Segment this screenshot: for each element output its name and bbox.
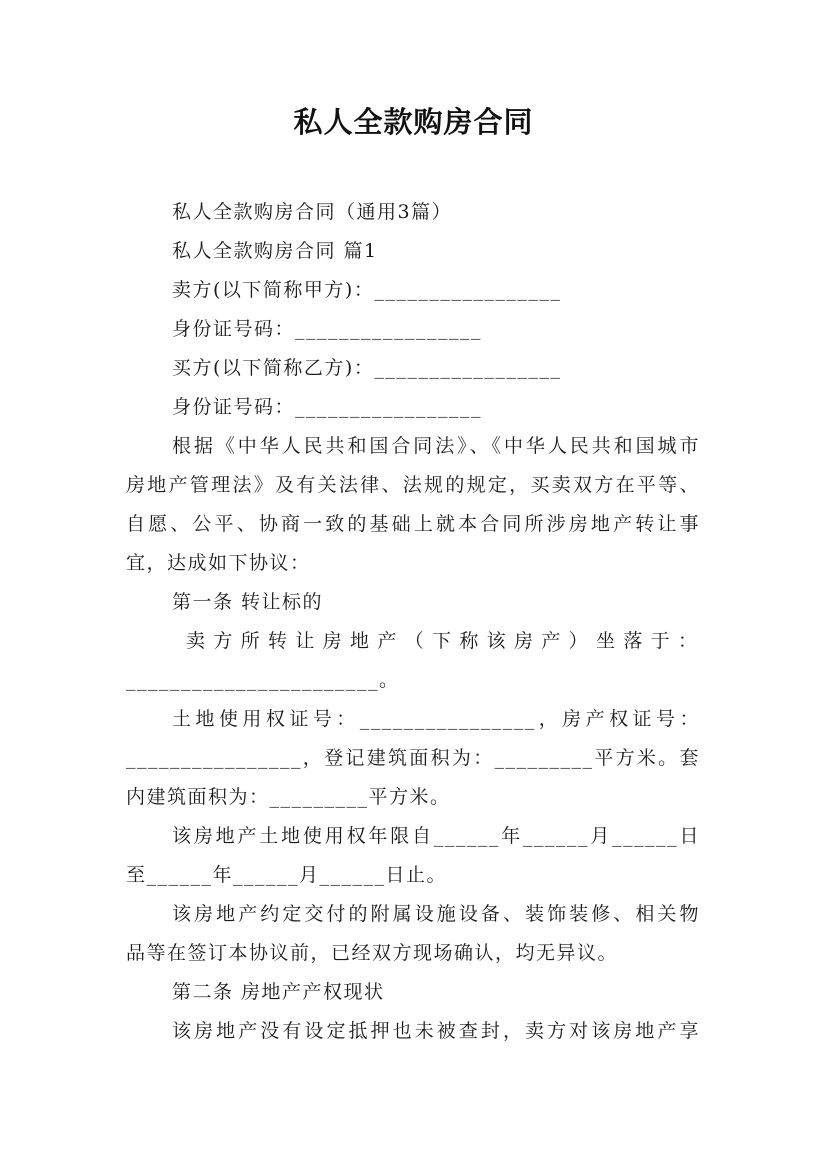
paragraph-line: 品等在签订本协议前，已经双方现场确认，均无异议。 [126, 942, 619, 964]
buyer-id-field: 身份证号码：_________________ [172, 396, 483, 418]
section-heading: 私人全款购房合同 篇1 [172, 240, 378, 262]
article-heading: 第一条 转让标的 [172, 591, 324, 613]
paragraph-line: 根据《中华人民共和国合同法》、《中华人民共和国城市 [172, 435, 700, 457]
paragraph-line: ________________，登记建筑面积为：_________平方米。套 [126, 747, 700, 769]
paragraph-line: 内建筑面积为：_________平方米。 [126, 786, 451, 808]
buyer-field: 买方(以下简称乙方)：_________________ [172, 357, 562, 379]
paragraph-line: 自愿、公平、协商一致的基础上就本合同所涉房地产转让事 [126, 513, 700, 535]
paragraph-line: 房地产管理法》及有关法律、法规的规定，买卖双方在平等、 [126, 474, 700, 496]
paragraph-line: 该房地产土地使用权年限自______年______月______日 [172, 825, 700, 847]
paragraph-line: _______________________。 [126, 669, 400, 691]
paragraph-line: 宜，达成如下协议： [126, 552, 311, 574]
paragraph-line: 至______年______月______日止。 [126, 864, 448, 886]
article-heading: 第二条 房地产产权现状 [172, 981, 385, 1003]
paragraph-line: 该房地产约定交付的附属设施设备、装饰装修、相关物 [172, 903, 700, 925]
paragraph-line: 该房地产没有设定抵押也未被查封，卖方对该房地产享 [172, 1020, 700, 1042]
paragraph-line: 土地使用权证号：________________，房产权证号： [172, 708, 700, 730]
document-title: 私人全款购房合同 [293, 105, 534, 139]
seller-field: 卖方(以下简称甲方)：_________________ [172, 279, 562, 301]
subtitle-line: 私人全款购房合同（通用3篇） [172, 201, 453, 223]
paragraph-line: 卖方所转让房地产（下称该房产）坐落于： [186, 630, 700, 652]
seller-id-field: 身份证号码：_________________ [172, 318, 483, 340]
